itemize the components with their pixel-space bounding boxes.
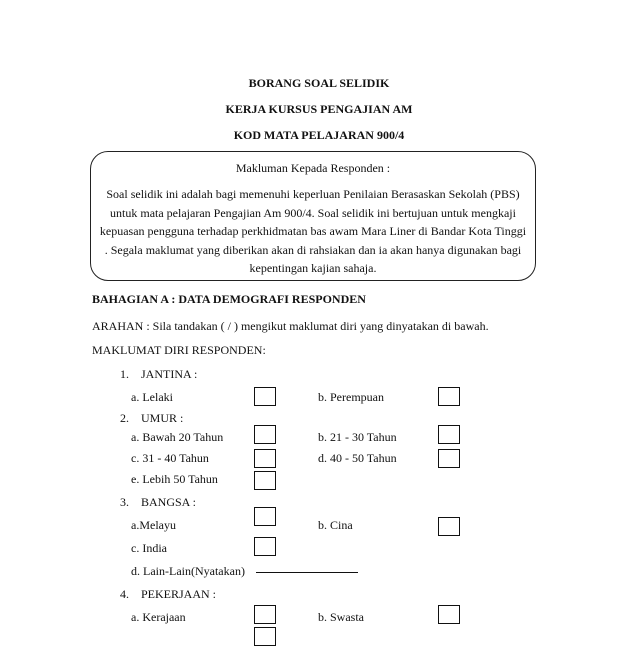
- q1-option-a-checkbox[interactable]: [254, 387, 276, 406]
- q2-option-c-label: c. 31 - 40 Tahun: [131, 451, 209, 465]
- q2-option-d-checkbox[interactable]: [438, 449, 460, 468]
- q1-number: 1.: [120, 367, 129, 381]
- q2-option-b-label: b. 21 - 30 Tahun: [318, 430, 397, 444]
- q3-option-c-label: c. India: [131, 541, 167, 555]
- title-line-2: KERJA KURSUS PENGAJIAN AM: [225, 102, 413, 116]
- personal-info-heading: MAKLUMAT DIRI RESPONDEN:: [92, 343, 266, 357]
- q2-option-a-label: a. Bawah 20 Tahun: [131, 430, 224, 444]
- q2-number: 2.: [120, 411, 129, 425]
- q3-option-d-label: d. Lain-Lain(Nyatakan): [131, 564, 245, 578]
- q3-label: BANGSA :: [141, 495, 197, 509]
- q4-option-b-label: b. Swasta: [318, 610, 364, 624]
- q2-label: UMUR :: [141, 411, 184, 425]
- q4-option-a-checkbox[interactable]: [254, 605, 276, 624]
- q2-option-d-label: d. 40 - 50 Tahun: [318, 451, 397, 465]
- notice-box: [90, 151, 536, 281]
- q3-option-b-label: b. Cina: [318, 518, 353, 532]
- q3-option-c-checkbox[interactable]: [254, 537, 276, 556]
- q2-option-e-checkbox[interactable]: [254, 471, 276, 490]
- q1-option-a-label: a. Lelaki: [131, 390, 173, 404]
- notice-heading: Makluman Kepada Responden :: [235, 161, 391, 175]
- title-line-3: KOD MATA PELAJARAN 900/4: [233, 128, 405, 142]
- q3-option-a-label: a.Melayu: [131, 518, 176, 532]
- q2-option-c-checkbox[interactable]: [254, 449, 276, 468]
- q3-option-b-checkbox[interactable]: [438, 517, 460, 536]
- q4-label: PEKERJAAN :: [141, 587, 217, 601]
- q2-option-b-checkbox[interactable]: [438, 425, 460, 444]
- q3-option-a-checkbox[interactable]: [254, 507, 276, 526]
- q4-option-a-label: a. Kerajaan: [131, 610, 186, 624]
- q3-option-d-write-line[interactable]: [256, 572, 358, 573]
- title-line-1: BORANG SOAL SELIDIK: [248, 76, 390, 90]
- q2-option-e-label: e. Lebih 50 Tahun: [131, 472, 218, 486]
- section-heading: BAHAGIAN A : DATA DEMOGRAFI RESPONDEN: [92, 292, 366, 306]
- q1-label: JANTINA :: [141, 367, 198, 381]
- q3-number: 3.: [120, 495, 129, 509]
- instruction-text: ARAHAN : Sila tandakan ( / ) mengikut maklumat diri yang dinyatakan di bawah.: [92, 319, 489, 333]
- q4-number: 4.: [120, 587, 129, 601]
- q1-option-b-checkbox[interactable]: [438, 387, 460, 406]
- q2-option-a-checkbox[interactable]: [254, 425, 276, 444]
- q4-option-b-checkbox[interactable]: [438, 605, 460, 624]
- q1-option-b-label: b. Perempuan: [318, 390, 384, 404]
- notice-body: Soal selidik ini adalah bagi memenuhi keperluan Penilaian Berasaskan Sekolah (PBS) untuk mata pelajaran Pengajian Am 900/4. Soal selidik ini bertujuan untuk mengkaji kepuasan pengguna terhadap perkhidmatan bas awam Mara Liner di Bandar Kota Tinggi . Segala maklumat yang diberikan akan di rahsiakan dan ia akan hanya digunakan bagi kepentingan kajian sahaja.: [99, 187, 527, 275]
